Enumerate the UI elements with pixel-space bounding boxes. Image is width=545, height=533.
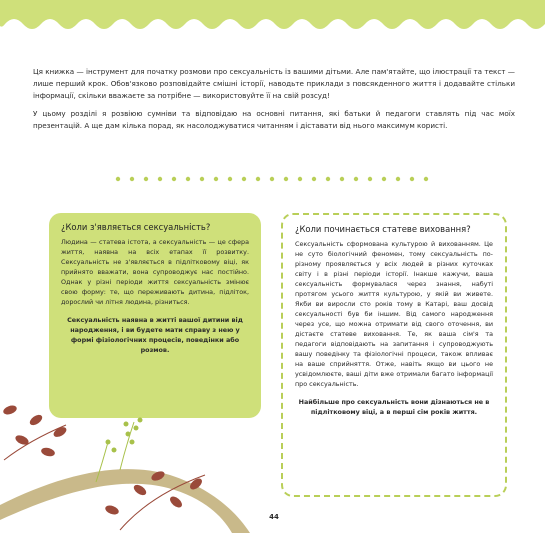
- intro-text: [33, 66, 515, 138]
- branch-illustration: [0, 380, 260, 533]
- dot-divider: [112, 173, 432, 185]
- intro-paragraph-2: У цьому розділі я розвіюю сумніви та відповідаю на основні питання, які батьки й педагоги ставлять під час моїх презентацій. А ще дам кілька порад, як насолоджуватися читанням і діставати від нього максимум користі.: [33, 109, 515, 130]
- right-box-highlight: Найбільше про сексуальність вони дізнаються не в підлітковому віці, а в перші сім років життя.: [298, 398, 490, 416]
- right-info-box: [281, 213, 507, 497]
- right-box-body: Сексуальність сформована культурою й вихованням. Це не суто біологічний феномен, тому сексуальність по-різному проявляється у всіх людей в різних куточках світу і в різні періоди історії. Інакше кажучи, ваша сексуальність формувалася через знання, набуті протягом усього життя культурою, у якій ви живете. Якби ви виросли сто років тому в Катарі, ваш досвід сексуальності був би іншим. Від самого народження через усе, що можна отримати від свого оточення, ви дістаєте статеве виховання. Те, як ваша сім'я та педагоги відповідають на запитання і супроводжують вашу поведінку та фізіологічні процеси, також впливає на ваше сприйняття. Отже, навіть якщо ви цього не усвідомлюєте, ваші діти вже отримали багато інформації про сексуальність.: [295, 240, 493, 388]
- branch-stem: [0, 469, 250, 533]
- wavy-top-border: [0, 0, 545, 44]
- right-box-title: ¿Коли починається статеве виховання?: [295, 224, 471, 234]
- left-box-highlight: Сексуальність наявна в житті вашої дитини від народження, і ви будете мати справу з нею у формі фізіологічних процесів, поведінки або розмов.: [67, 316, 243, 354]
- green-sprig: [106, 418, 143, 453]
- intro-paragraph-1: Ця книжка — інструмент для початку розмови про сексуальність із вашими дітьми. Але пам'ятайте, що ілюстрації та текст — лише перший крок. Обов'язково розповідайте смішні історії, наводьте приклади з повсякденного життя і додавайте стільки інформації, скільки вважаєте за потрібне — використовуйте її на свій розсуд!: [33, 67, 515, 100]
- left-box-title: ¿Коли з'являється сексуальність?: [61, 222, 211, 232]
- left-box-body: Людина — статева істота, а сексуальність — це сфера життя, наявна на всіх етапах її розвитку. Сексуальність не з'являється в підлітковому віці, як прийнято вважати, вона супроводжує нас постійно. Однак у різні періоди життя сексуальність змінює свою форму: те, що переживають дитина, підліток, дорослий чи літня людина, різниться.: [61, 238, 249, 306]
- page-number: 44: [269, 513, 279, 521]
